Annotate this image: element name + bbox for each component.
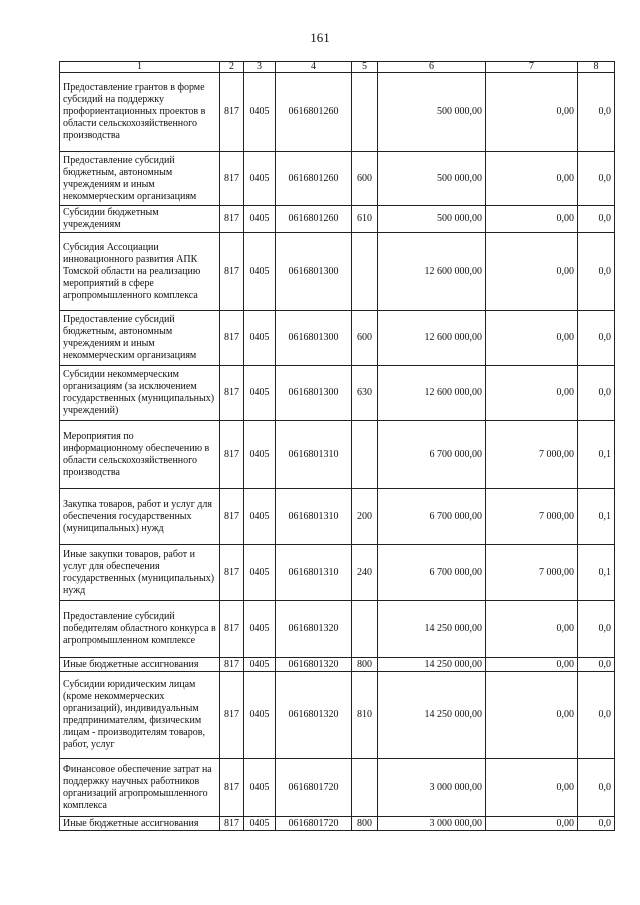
header-row [60, 62, 615, 73]
row-code-target: 0616801310 [276, 489, 352, 545]
row-name: Предоставление субсидий бюджетным, автономным учреждениям и иным некоммерческим организациям [60, 311, 220, 366]
row-code-type: 800 [352, 817, 378, 831]
table-row [60, 73, 615, 152]
row-planned: 14 250 000,00 [378, 658, 486, 672]
row-actual: 0,00 [486, 233, 578, 311]
row-actual: 0,00 [486, 206, 578, 233]
row-code-admin: 817 [220, 152, 244, 206]
table-row [60, 152, 615, 206]
header-cell: 5 [352, 62, 378, 73]
table-row [60, 545, 615, 601]
row-code-section: 0405 [244, 152, 276, 206]
row-actual: 7 000,00 [486, 489, 578, 545]
row-code-section: 0405 [244, 545, 276, 601]
table-row [60, 311, 615, 366]
row-name: Мероприятия по информационному обеспечению в области сельскохозяйственного производства [60, 421, 220, 489]
row-actual: 7 000,00 [486, 545, 578, 601]
row-planned: 6 700 000,00 [378, 421, 486, 489]
row-code-type: 240 [352, 545, 378, 601]
row-code-target: 0616801320 [276, 658, 352, 672]
row-planned: 12 600 000,00 [378, 233, 486, 311]
row-percent: 0,0 [578, 366, 615, 421]
row-code-admin: 817 [220, 601, 244, 658]
row-actual: 0,00 [486, 73, 578, 152]
row-code-admin: 817 [220, 672, 244, 759]
header-cell: 2 [220, 62, 244, 73]
row-actual: 0,00 [486, 366, 578, 421]
row-actual: 0,00 [486, 311, 578, 366]
row-name: Финансовое обеспечение затрат на поддержку научных работников организаций агропромышленного комплекса [60, 759, 220, 817]
page-number: 161 [310, 30, 330, 45]
row-planned: 500 000,00 [378, 152, 486, 206]
row-planned: 6 700 000,00 [378, 489, 486, 545]
row-code-admin: 817 [220, 206, 244, 233]
row-code-section: 0405 [244, 73, 276, 152]
row-code-admin: 817 [220, 233, 244, 311]
row-code-section: 0405 [244, 233, 276, 311]
row-actual: 0,00 [486, 658, 578, 672]
row-code-admin: 817 [220, 311, 244, 366]
table-row [60, 206, 615, 233]
row-code-type: 630 [352, 366, 378, 421]
row-code-type: 810 [352, 672, 378, 759]
row-percent: 0,0 [578, 233, 615, 311]
row-name: Иные бюджетные ассигнования [60, 817, 220, 831]
row-code-type [352, 759, 378, 817]
row-code-target: 0616801310 [276, 545, 352, 601]
row-code-target: 0616801260 [276, 206, 352, 233]
row-code-type: 800 [352, 658, 378, 672]
row-code-target: 0616801720 [276, 817, 352, 831]
row-code-type [352, 601, 378, 658]
row-name: Субсидии бюджетным учреждениям [60, 206, 220, 233]
table-row [60, 233, 615, 311]
row-actual: 0,00 [486, 672, 578, 759]
row-percent: 0,0 [578, 672, 615, 759]
row-code-admin: 817 [220, 73, 244, 152]
header-cell: 3 [244, 62, 276, 73]
row-planned: 12 600 000,00 [378, 366, 486, 421]
row-code-admin: 817 [220, 759, 244, 817]
row-code-section: 0405 [244, 658, 276, 672]
row-code-type: 200 [352, 489, 378, 545]
row-name: Субсидия Ассоциации инновационного развития АПК Томской области на реализацию мероприятий в сфере агропромышленного комплекса [60, 233, 220, 311]
row-planned: 500 000,00 [378, 73, 486, 152]
table-row [60, 759, 615, 817]
header-cell: 4 [276, 62, 352, 73]
row-code-target: 0616801260 [276, 152, 352, 206]
row-code-target: 0616801720 [276, 759, 352, 817]
row-code-section: 0405 [244, 311, 276, 366]
row-code-admin: 817 [220, 489, 244, 545]
row-percent: 0,0 [578, 601, 615, 658]
row-code-type [352, 421, 378, 489]
row-planned: 12 600 000,00 [378, 311, 486, 366]
row-code-target: 0616801300 [276, 366, 352, 421]
row-percent: 0,0 [578, 152, 615, 206]
row-actual: 0,00 [486, 759, 578, 817]
row-name: Предоставление субсидий победителям областного конкурса в агропромышленном комплексе [60, 601, 220, 658]
row-name: Иные бюджетные ассигнования [60, 658, 220, 672]
row-code-admin: 817 [220, 817, 244, 831]
row-percent: 0,0 [578, 658, 615, 672]
row-planned: 14 250 000,00 [378, 672, 486, 759]
row-code-target: 0616801300 [276, 311, 352, 366]
table-row [60, 601, 615, 658]
row-planned: 3 000 000,00 [378, 759, 486, 817]
row-code-section: 0405 [244, 366, 276, 421]
row-code-section: 0405 [244, 817, 276, 831]
row-planned: 3 000 000,00 [378, 817, 486, 831]
header-cell: 6 [378, 62, 486, 73]
row-code-target: 0616801320 [276, 601, 352, 658]
row-code-section: 0405 [244, 672, 276, 759]
row-code-section: 0405 [244, 759, 276, 817]
row-percent: 0,0 [578, 817, 615, 831]
row-code-admin: 817 [220, 658, 244, 672]
table-row [60, 817, 615, 831]
budget-table [59, 61, 615, 831]
row-percent: 0,0 [578, 73, 615, 152]
row-code-admin: 817 [220, 421, 244, 489]
row-name: Предоставление субсидий бюджетным, автономным учреждениям и иным некоммерческим организациям [60, 152, 220, 206]
table-row [60, 658, 615, 672]
row-code-target: 0616801300 [276, 233, 352, 311]
table-row [60, 489, 615, 545]
row-code-section: 0405 [244, 206, 276, 233]
row-code-section: 0405 [244, 421, 276, 489]
row-percent: 0,0 [578, 206, 615, 233]
row-code-section: 0405 [244, 601, 276, 658]
row-code-type [352, 73, 378, 152]
row-name: Предоставление грантов в форме субсидий на поддержку профориентационных проектов в области сельскохозяйственного производства [60, 73, 220, 152]
row-percent: 0,1 [578, 489, 615, 545]
row-percent: 0,1 [578, 421, 615, 489]
row-percent: 0,0 [578, 759, 615, 817]
header-cell: 7 [486, 62, 578, 73]
row-code-target: 0616801320 [276, 672, 352, 759]
row-actual: 0,00 [486, 152, 578, 206]
row-code-admin: 817 [220, 366, 244, 421]
table-row [60, 672, 615, 759]
row-code-section: 0405 [244, 489, 276, 545]
row-planned: 500 000,00 [378, 206, 486, 233]
row-code-admin: 817 [220, 545, 244, 601]
row-percent: 0,1 [578, 545, 615, 601]
row-actual: 7 000,00 [486, 421, 578, 489]
row-name: Субсидии некоммерческим организациям (за исключением государственных (муниципальных) учреждений) [60, 366, 220, 421]
table-row [60, 366, 615, 421]
row-planned: 14 250 000,00 [378, 601, 486, 658]
row-name: Субсидии юридическим лицам (кроме некоммерческих организаций), индивидуальным предпринимателям, физическим лицам - производителям товаров, работ, услуг [60, 672, 220, 759]
row-code-target: 0616801310 [276, 421, 352, 489]
row-name: Иные закупки товаров, работ и услуг для обеспечения государственных (муниципальных) нужд [60, 545, 220, 601]
row-actual: 0,00 [486, 817, 578, 831]
row-percent: 0,0 [578, 311, 615, 366]
row-code-type: 610 [352, 206, 378, 233]
row-actual: 0,00 [486, 601, 578, 658]
header-cell: 1 [60, 62, 220, 73]
row-planned: 6 700 000,00 [378, 545, 486, 601]
row-code-type: 600 [352, 311, 378, 366]
table-row [60, 421, 615, 489]
row-name: Закупка товаров, работ и услуг для обеспечения государственных (муниципальных) нужд [60, 489, 220, 545]
row-code-type: 600 [352, 152, 378, 206]
row-code-type [352, 233, 378, 311]
row-code-target: 0616801260 [276, 73, 352, 152]
header-cell: 8 [578, 62, 615, 73]
